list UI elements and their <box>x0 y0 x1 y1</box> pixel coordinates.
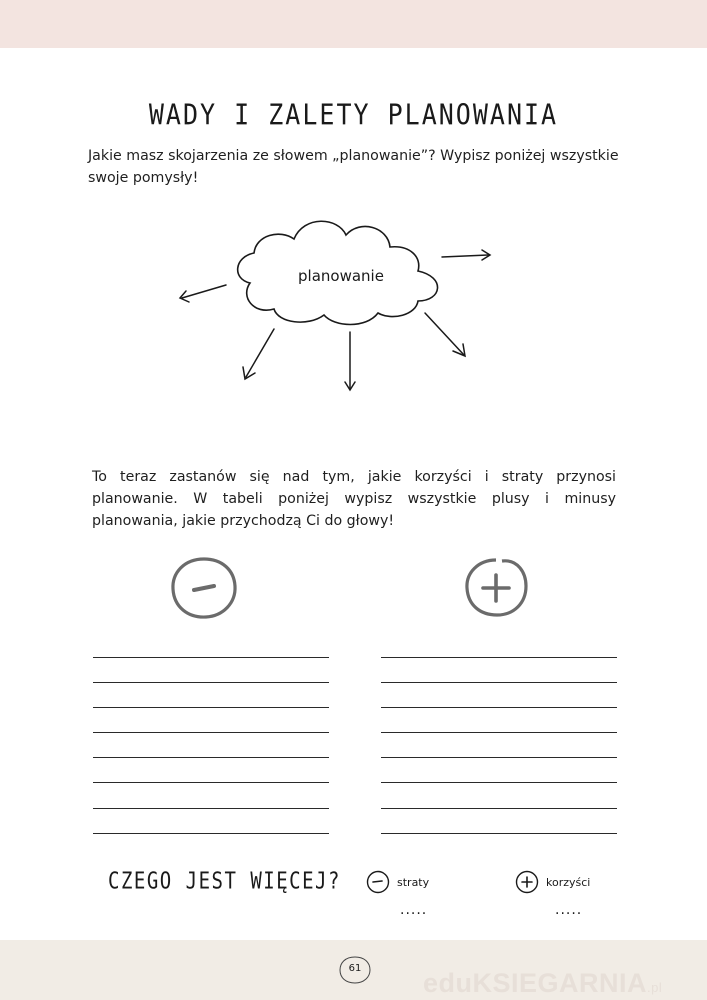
writing-line[interactable] <box>381 707 617 708</box>
gains-label: korzyści <box>546 875 591 889</box>
writing-line[interactable] <box>381 732 617 733</box>
writing-line[interactable] <box>93 833 329 834</box>
writing-line[interactable] <box>93 782 329 783</box>
writing-line[interactable] <box>381 757 617 758</box>
cloud-word: planowanie <box>298 267 384 285</box>
plus-circle-icon <box>462 555 534 621</box>
writing-line[interactable] <box>93 657 329 658</box>
watermark-suffix: .pl <box>647 980 663 995</box>
gains-answer-dots[interactable]: ..... <box>555 902 583 918</box>
writing-line[interactable] <box>381 833 617 834</box>
mind-map <box>170 205 500 400</box>
writing-line[interactable] <box>381 682 617 683</box>
page-title: WADY I ZALETY PLANOWANIA <box>148 97 559 132</box>
watermark-logo <box>423 968 662 999</box>
writing-line[interactable] <box>93 682 329 683</box>
top-band <box>0 0 707 48</box>
minus-circle-icon <box>168 555 240 621</box>
page-number-text: 61 <box>348 963 362 974</box>
writing-line[interactable] <box>381 782 617 783</box>
gains-option <box>514 870 590 894</box>
plus-writing-lines[interactable] <box>381 657 617 858</box>
minus-small-icon <box>365 870 391 894</box>
writing-line[interactable] <box>381 657 617 658</box>
writing-line[interactable] <box>93 732 329 733</box>
writing-line[interactable] <box>381 808 617 809</box>
question-heading: CZEGO JEST WIĘCEJ? <box>108 868 341 895</box>
intro-text: Jakie masz skojarzenia ze słowem „planowanie”? Wypisz poniżej wszystkie swoje pomysły! <box>88 148 619 186</box>
losses-option <box>365 870 429 894</box>
minus-writing-lines[interactable] <box>93 657 329 858</box>
plus-small-icon <box>514 870 540 894</box>
losses-answer-dots[interactable]: ..... <box>400 902 428 918</box>
writing-line[interactable] <box>93 707 329 708</box>
page-number <box>338 955 372 985</box>
writing-line[interactable] <box>93 808 329 809</box>
losses-label: straty <box>397 875 430 889</box>
instruction-text: To teraz zastanów się nad tym, jakie korzyści i straty przynosi planowanie. W tabeli poniżej wypisz wszystkie plusy i minusy planowania, jakie przychodzą Ci do głowy! <box>92 469 616 529</box>
watermark-text: eduKSIEGARNIA <box>423 968 648 998</box>
writing-line[interactable] <box>93 757 329 758</box>
